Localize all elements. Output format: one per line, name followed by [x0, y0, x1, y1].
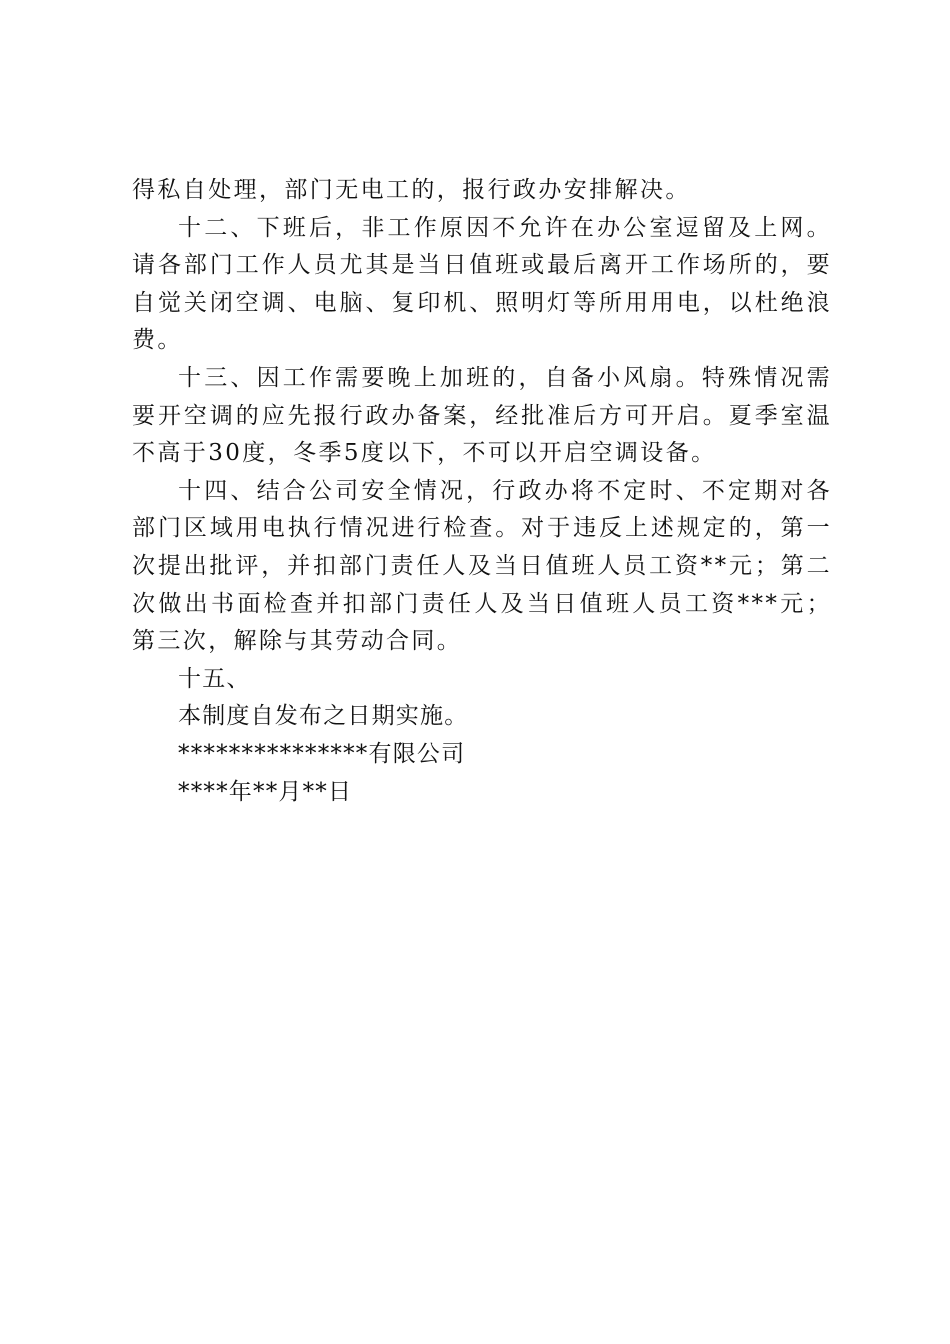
paragraph-continuation: 得私自处理，部门无电工的，报行政办安排解决。: [132, 177, 691, 203]
paragraph-item-13: 十三、因工作需要晚上加班的，自备小风扇。特殊情况需要开空调的应先报行政办备案，经批准后方可开启。夏季室温不高于30度，冬季5度以下，不可以开启空调设备。: [132, 364, 832, 467]
company-name: ***************有限公司: [178, 740, 466, 767]
paragraph-item-15: 十五、: [178, 665, 251, 692]
document-body: [132, 172, 832, 811]
paragraph-item-12: 十二、下班后，非工作原因不允许在办公室逗留及上网。请各部门工作人员尤其是当日值班或最后离开工作场所的，要自觉关闭空调、电脑、复印机、照明灯等所用用电，以杜绝浪费。: [132, 214, 832, 354]
effective-date-statement: 本制度自发布之日期实施。: [178, 703, 469, 730]
document-date: ****年**月**日: [178, 778, 353, 805]
paragraph-item-14: 十四、结合公司安全情况，行政办将不定时、不定期对各部门区域用电执行情况进行检查。对于违反上述规定的，第一次提出批评，并扣部门责任人及当日值班人员工资**元；第二次做出书面检查并扣部门责任人及当日值班人员工资***元；第三次，解除与其劳动合同。: [132, 477, 832, 655]
